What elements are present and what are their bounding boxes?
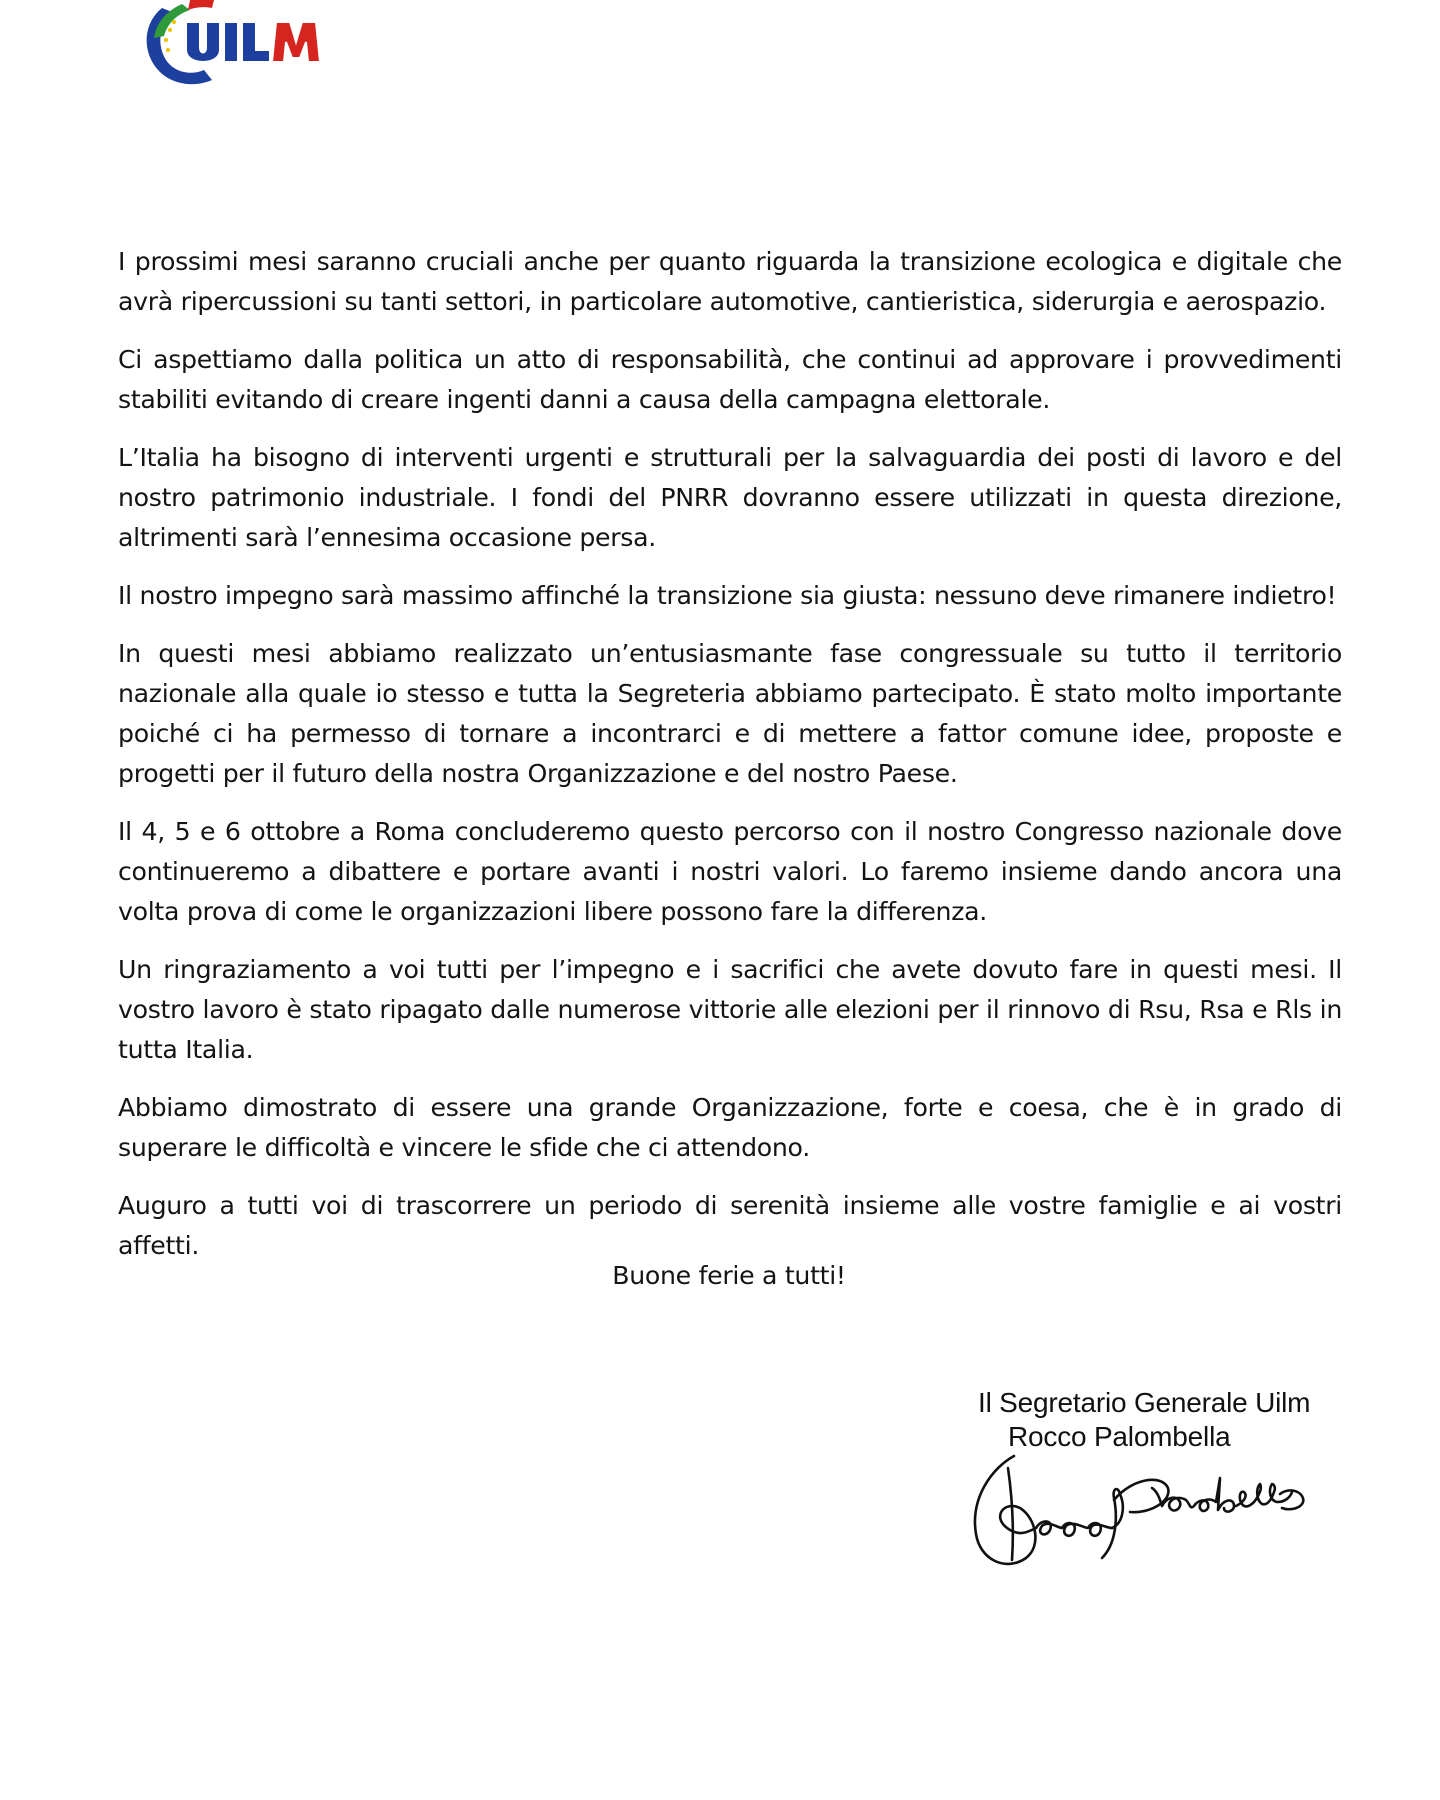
paragraph-auguri: Auguro a tutti voi di trascorrere un periodo di serenità insieme alle vostre famiglie e ai vostri affetti. xyxy=(118,1191,1342,1260)
closing-line: Buone ferie a tutti! xyxy=(612,1261,846,1290)
logo-lettering xyxy=(186,22,320,62)
paragraph-transizione: I prossimi mesi saranno cruciali anche per quanto riguarda la transizione ecologica e digitale che avrà ripercussioni su tanti settori, in particolare automotive, cantieristica, siderurgia e aerospazio. xyxy=(118,247,1342,316)
paragraph-organizzazione: Abbiamo dimostrato di essere una grande Organizzazione, forte e coesa, che è in grado di superare le difficoltà e vincere le sfide che ci attendono. xyxy=(118,1093,1342,1162)
signature-scribble xyxy=(962,1448,1322,1578)
signature-block xyxy=(978,1386,1358,1454)
uilm-logo-graphic xyxy=(142,0,342,92)
paragraph-ringraziamento: Un ringraziamento a voi tutti per l’impegno e i sacrifici che avete dovuto fare in questi mesi. Il vostro lavoro è stato ripagato dalle numerose vittorie alle elezioni per il rinnovo di Rsu, Rsa e Rls in tutta Italia. xyxy=(118,955,1342,1064)
paragraph-congresso-nazionale: Il 4, 5 e 6 ottobre a Roma concluderemo questo percorso con il nostro Congresso nazionale dove continueremo a dibattere e portare avanti i nostri valori. Lo faremo insieme dando ancora una volta prova di come le organizzazioni libere possono fare la differenza. xyxy=(118,817,1342,926)
handwritten-signature xyxy=(962,1448,1322,1578)
paragraph-impegno: Il nostro impegno sarà massimo affinché la transizione sia giusta: nessuno deve rimanere indietro! xyxy=(118,581,1337,610)
paragraph-politica: Ci aspettiamo dalla politica un atto di responsabilità, che continui ad approvare i provvedimenti stabiliti evitando di creare ingenti danni a causa della campagna elettorale. xyxy=(118,345,1342,414)
logo-swoosh-red xyxy=(188,0,214,10)
paragraph-interventi: L’Italia ha bisogno di interventi urgenti e strutturali per la salvaguardia dei posti di lavoro e del nostro patrimonio industriale. I fondi del PNRR dovranno essere utilizzati in questa direzione, altrimenti sarà l’ennesima occasione persa. xyxy=(118,443,1342,552)
paragraph-congresso-fase: In questi mesi abbiamo realizzato un’entusiasmante fase congressuale su tutto il territorio nazionale alla quale io stesso e tutta la Segreteria abbiamo partecipato. È stato molto importante poiché ci ha permesso di tornare a incontrarci e di mettere a fattor comune idee, proposte e progetti per il futuro della nostra Organizzazione e del nostro Paese. xyxy=(118,639,1342,788)
signatory-title: Il Segretario Generale Uilm xyxy=(978,1387,1311,1418)
uilm-logo xyxy=(142,0,342,92)
signatory-name: Rocco Palombella xyxy=(1008,1421,1231,1452)
letter-body xyxy=(118,242,1342,1284)
